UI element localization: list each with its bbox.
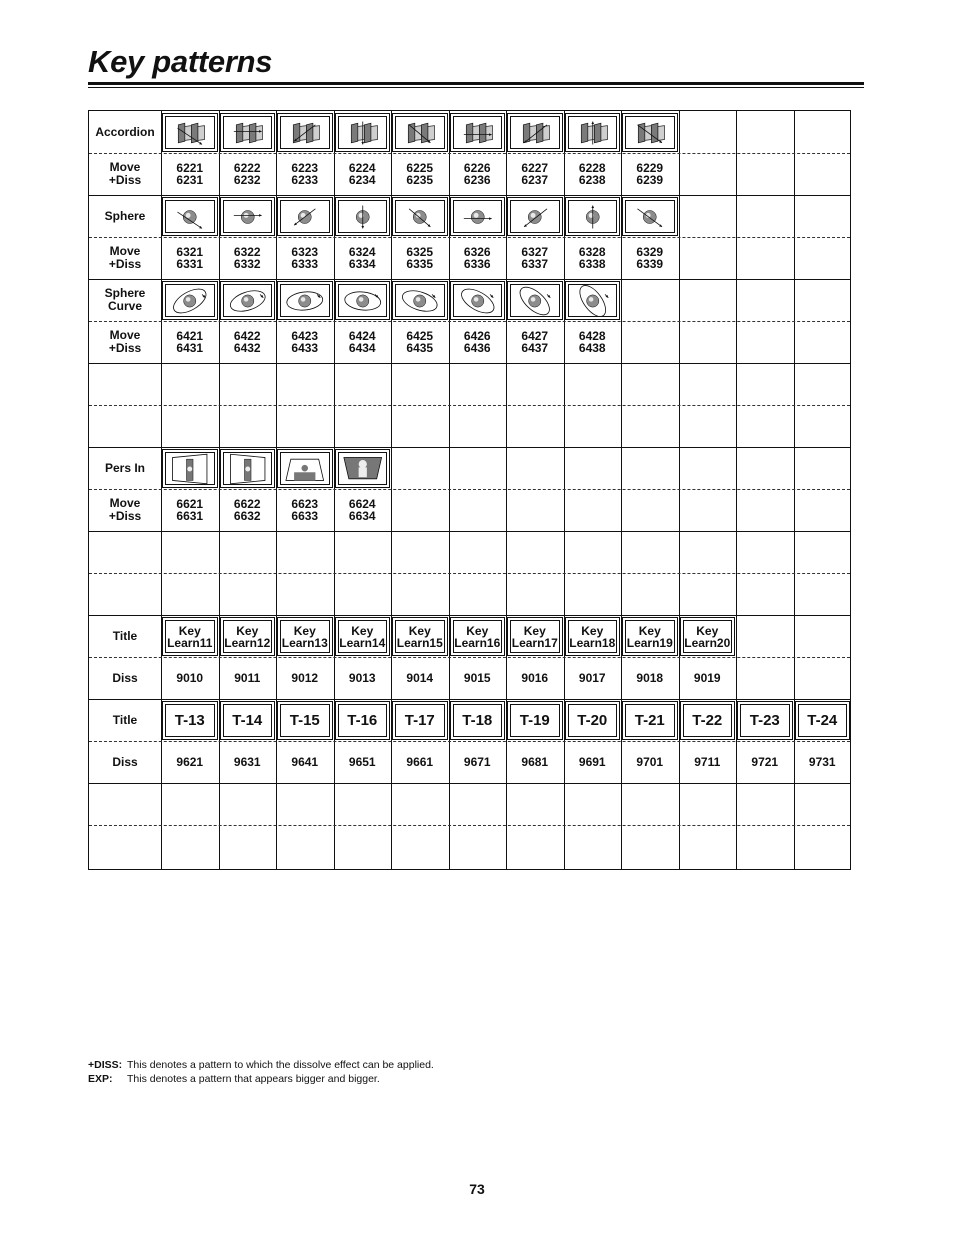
row-divider bbox=[89, 531, 850, 532]
pattern-number: 9691 bbox=[578, 754, 606, 769]
accordion-arrow-down-icon bbox=[338, 116, 388, 149]
pattern-number: 9701 bbox=[636, 754, 664, 769]
pattern-thumbnail bbox=[277, 197, 333, 236]
pattern-thumbnail bbox=[622, 113, 678, 152]
title-code-box bbox=[622, 701, 678, 740]
pattern-number: 6328 6338 bbox=[578, 244, 606, 271]
key-learn-box bbox=[622, 617, 678, 656]
pattern-thumbnail bbox=[162, 197, 218, 236]
row-label: Sphere Curve bbox=[104, 286, 146, 313]
pattern-number: 6621 6631 bbox=[176, 496, 204, 523]
pattern-thumbnail bbox=[277, 281, 333, 320]
title-code-box bbox=[565, 701, 621, 740]
pattern-number: 6326 6336 bbox=[463, 244, 491, 271]
pers-in-right-icon bbox=[223, 452, 273, 485]
pattern-number: 9641 bbox=[291, 754, 319, 769]
row-label: Move +Diss bbox=[108, 328, 142, 355]
pattern-number: 6426 6436 bbox=[463, 328, 491, 355]
pattern-number: 6227 6237 bbox=[521, 160, 549, 187]
sphere-curve-2-icon bbox=[223, 284, 273, 317]
pattern-number: 6622 6632 bbox=[233, 496, 261, 523]
accordion-arrow-up-icon bbox=[568, 116, 618, 149]
pers-in-left-icon bbox=[165, 452, 215, 485]
sphere-arrows-diagonal-icon bbox=[625, 200, 675, 233]
pattern-thumbnail bbox=[392, 281, 448, 320]
pattern-number: 6221 6231 bbox=[176, 160, 204, 187]
note-text: This denotes a pattern to which the dissolve effect can be applied. bbox=[127, 1059, 434, 1071]
box-label: T-24 bbox=[798, 704, 848, 737]
row-divider bbox=[89, 825, 850, 826]
box-label: Key Learn13 bbox=[280, 620, 330, 653]
row-divider bbox=[89, 363, 850, 364]
sphere-arrow-up-right-icon bbox=[280, 200, 330, 233]
row-label: Move +Diss bbox=[108, 244, 142, 271]
pattern-number: 9681 bbox=[521, 754, 549, 769]
key-learn-box bbox=[162, 617, 218, 656]
pattern-number: 6223 6233 bbox=[291, 160, 319, 187]
row-label: Move +Diss bbox=[108, 496, 142, 523]
box-label: T-23 bbox=[740, 704, 790, 737]
pattern-number: 6428 6438 bbox=[578, 328, 606, 355]
pattern-number: 9661 bbox=[406, 754, 434, 769]
accordion-arrow-up-left-icon bbox=[280, 116, 330, 149]
box-label: T-14 bbox=[223, 704, 273, 737]
pattern-thumbnail bbox=[565, 197, 621, 236]
pattern-number: 6327 6337 bbox=[521, 244, 549, 271]
pattern-number: 6321 6331 bbox=[176, 244, 204, 271]
pattern-number: 6225 6235 bbox=[406, 160, 434, 187]
box-label: T-18 bbox=[453, 704, 503, 737]
pattern-number: 9621 bbox=[176, 754, 204, 769]
pattern-thumbnail bbox=[277, 449, 333, 488]
pattern-thumbnail bbox=[335, 449, 391, 488]
box-label: Key Learn15 bbox=[395, 620, 445, 653]
row-label: Sphere bbox=[104, 208, 146, 223]
box-label: T-20 bbox=[568, 704, 618, 737]
box-label: T-19 bbox=[510, 704, 560, 737]
box-label: T-22 bbox=[683, 704, 733, 737]
title-code-box bbox=[507, 701, 563, 740]
title-code-box bbox=[450, 701, 506, 740]
pattern-thumbnail bbox=[220, 281, 276, 320]
accordion-arrow-down-right-icon bbox=[395, 116, 445, 149]
pattern-number: 9651 bbox=[348, 754, 376, 769]
pattern-thumbnail bbox=[392, 197, 448, 236]
page-number: 73 bbox=[469, 1181, 485, 1197]
key-learn-box bbox=[220, 617, 276, 656]
box-label: Key Learn20 bbox=[683, 620, 733, 653]
accordion-arrow-right-icon bbox=[453, 116, 503, 149]
row-label: Move +Diss bbox=[108, 160, 142, 187]
pattern-number: 6422 6432 bbox=[233, 328, 261, 355]
box-label: T-21 bbox=[625, 704, 675, 737]
notes bbox=[88, 1058, 434, 1086]
note-exp bbox=[88, 1072, 434, 1086]
row-label: Pers In bbox=[104, 460, 146, 475]
row-divider bbox=[89, 279, 850, 280]
title-code-box bbox=[277, 701, 333, 740]
pattern-number: 9671 bbox=[463, 754, 491, 769]
box-label: T-16 bbox=[338, 704, 388, 737]
pers-in-bottom-icon bbox=[280, 452, 330, 485]
sphere-curve-8-icon bbox=[568, 284, 618, 317]
row-label: Title bbox=[112, 712, 138, 727]
note-term: EXP: bbox=[88, 1073, 113, 1085]
accordion-center-icon bbox=[625, 116, 675, 149]
sphere-curve-4-icon bbox=[338, 284, 388, 317]
pattern-number: 9019 bbox=[693, 670, 721, 685]
note-term: +DISS: bbox=[88, 1059, 123, 1071]
pattern-thumbnail bbox=[450, 197, 506, 236]
row-divider bbox=[89, 195, 850, 196]
pattern-thumbnail bbox=[162, 113, 218, 152]
pattern-number: 9018 bbox=[636, 670, 664, 685]
title-code-box bbox=[220, 701, 276, 740]
box-label: T-15 bbox=[280, 704, 330, 737]
sphere-curve-6-icon bbox=[453, 284, 503, 317]
key-learn-box bbox=[507, 617, 563, 656]
key-learn-box bbox=[335, 617, 391, 656]
box-label: Key Learn18 bbox=[568, 620, 618, 653]
pattern-number: 9010 bbox=[176, 670, 204, 685]
pattern-thumbnail bbox=[220, 113, 276, 152]
pattern-number: 9013 bbox=[348, 670, 376, 685]
title-code-box bbox=[795, 701, 851, 740]
title-code-box bbox=[335, 701, 391, 740]
box-label: Key Learn16 bbox=[453, 620, 503, 653]
page-title: Key patterns bbox=[88, 44, 273, 79]
row-divider bbox=[89, 783, 850, 784]
row-label: Accordion bbox=[95, 124, 155, 139]
box-label: Key Learn17 bbox=[510, 620, 560, 653]
sphere-curve-3-icon bbox=[280, 284, 330, 317]
note-diss bbox=[88, 1058, 434, 1072]
sphere-arrow-down-icon bbox=[338, 200, 388, 233]
row-label: Title bbox=[112, 628, 138, 643]
sphere-arrow-lower-left-alt-icon bbox=[510, 200, 560, 233]
title-code-box bbox=[392, 701, 448, 740]
box-label: T-17 bbox=[395, 704, 445, 737]
box-label: T-13 bbox=[165, 704, 215, 737]
key-learn-box bbox=[680, 617, 736, 656]
row-label: Diss bbox=[112, 670, 138, 685]
key-learn-box bbox=[450, 617, 506, 656]
pattern-number: 9017 bbox=[578, 670, 606, 685]
key-learn-box bbox=[277, 617, 333, 656]
pattern-thumbnail bbox=[507, 281, 563, 320]
row-divider bbox=[89, 699, 850, 700]
pattern-thumbnail bbox=[565, 113, 621, 152]
box-label: Key Learn12 bbox=[223, 620, 273, 653]
pattern-thumbnail bbox=[450, 113, 506, 152]
pattern-thumbnail bbox=[507, 113, 563, 152]
pattern-thumbnail bbox=[450, 281, 506, 320]
title-rule bbox=[88, 82, 864, 88]
pattern-thumbnail bbox=[220, 197, 276, 236]
pers-in-top-icon bbox=[338, 452, 388, 485]
pattern-number: 9631 bbox=[233, 754, 261, 769]
pattern-number: 6425 6435 bbox=[406, 328, 434, 355]
title-code-box bbox=[680, 701, 736, 740]
pattern-number: 6222 6232 bbox=[233, 160, 261, 187]
pattern-number: 9731 bbox=[808, 754, 836, 769]
pattern-number: 6324 6334 bbox=[348, 244, 376, 271]
pattern-number: 6329 6339 bbox=[636, 244, 664, 271]
pattern-number: 6421 6431 bbox=[176, 328, 204, 355]
pattern-number: 6623 6633 bbox=[291, 496, 319, 523]
pattern-thumbnail bbox=[335, 281, 391, 320]
pattern-thumbnail bbox=[335, 197, 391, 236]
box-label: Key Learn11 bbox=[165, 620, 215, 653]
pattern-thumbnail bbox=[392, 113, 448, 152]
pattern-thumbnail bbox=[565, 281, 621, 320]
box-label: Key Learn19 bbox=[625, 620, 675, 653]
pattern-number: 6224 6234 bbox=[348, 160, 376, 187]
pattern-number: 6325 6335 bbox=[406, 244, 434, 271]
pattern-number: 9721 bbox=[751, 754, 779, 769]
sphere-curve-7-icon bbox=[510, 284, 560, 317]
pattern-thumbnail bbox=[277, 113, 333, 152]
box-label: Key Learn14 bbox=[338, 620, 388, 653]
row-divider bbox=[89, 405, 850, 406]
row-divider bbox=[89, 447, 850, 448]
pattern-number: 6424 6434 bbox=[348, 328, 376, 355]
sphere-arrow-left-right-icon bbox=[223, 200, 273, 233]
key-learn-box bbox=[392, 617, 448, 656]
accordion-arrow-up-right-icon bbox=[510, 116, 560, 149]
pattern-thumbnail bbox=[507, 197, 563, 236]
pattern-thumbnail bbox=[335, 113, 391, 152]
title-code-box bbox=[737, 701, 793, 740]
pattern-number: 6624 6634 bbox=[348, 496, 376, 523]
accordion-tilt-left-icon bbox=[165, 116, 215, 149]
pattern-number: 6427 6437 bbox=[521, 328, 549, 355]
pattern-thumbnail bbox=[622, 197, 678, 236]
pattern-number: 9015 bbox=[463, 670, 491, 685]
row-divider bbox=[89, 615, 850, 616]
title-code-box bbox=[162, 701, 218, 740]
sphere-arrow-horizontal-icon bbox=[453, 200, 503, 233]
pattern-number: 6228 6238 bbox=[578, 160, 606, 187]
pattern-number: 9011 bbox=[234, 670, 261, 685]
pattern-number: 6229 6239 bbox=[636, 160, 664, 187]
pattern-number: 6423 6433 bbox=[291, 328, 319, 355]
sphere-arrow-lower-left-icon bbox=[165, 200, 215, 233]
sphere-curve-5-icon bbox=[395, 284, 445, 317]
accordion-arrow-left-icon bbox=[223, 116, 273, 149]
pattern-thumbnail bbox=[162, 281, 218, 320]
row-label: Diss bbox=[112, 754, 138, 769]
pattern-thumbnail bbox=[162, 449, 218, 488]
pattern-number: 9711 bbox=[694, 754, 721, 769]
pattern-thumbnail bbox=[220, 449, 276, 488]
sphere-arrow-upper-left-icon bbox=[395, 200, 445, 233]
pattern-number: 9012 bbox=[291, 670, 319, 685]
pattern-number: 6226 6236 bbox=[463, 160, 491, 187]
pattern-number: 6322 6332 bbox=[233, 244, 261, 271]
row-divider bbox=[89, 573, 850, 574]
pattern-number: 9016 bbox=[521, 670, 549, 685]
sphere-curve-1-icon bbox=[165, 284, 215, 317]
pattern-number: 6323 6333 bbox=[291, 244, 319, 271]
sphere-arrow-up-icon bbox=[568, 200, 618, 233]
note-text: This denotes a pattern that appears bigger and bigger. bbox=[127, 1073, 380, 1085]
key-learn-box bbox=[565, 617, 621, 656]
pattern-number: 9014 bbox=[406, 670, 434, 685]
key-patterns-table bbox=[88, 110, 851, 870]
